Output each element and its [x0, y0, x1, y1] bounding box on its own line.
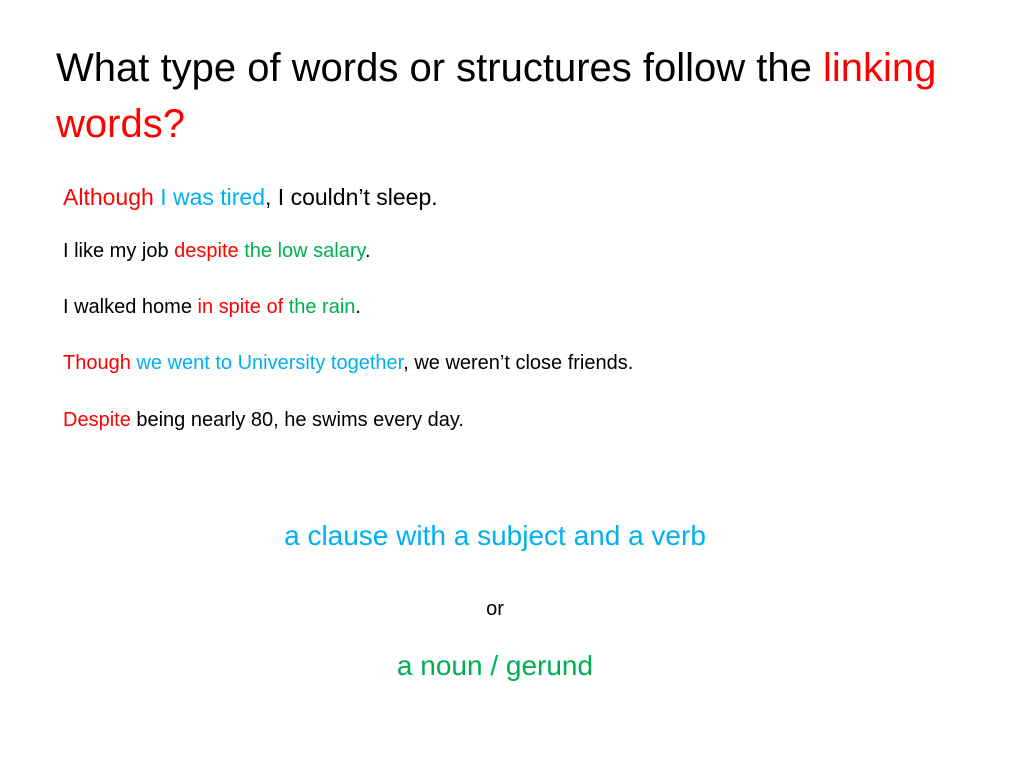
clause-complement: we went to University together [136, 352, 404, 374]
clause-complement: I was tired [160, 184, 266, 210]
answer-clause: a clause with a subject and a verb [284, 520, 706, 551]
example-sentence-1 [63, 184, 438, 211]
sentence-lead: I walked home [63, 296, 198, 318]
linking-word: Despite [63, 409, 131, 431]
answer-noun-gerund: a noun / gerund [396, 650, 594, 681]
title-text: What type of words or structures follow the [56, 46, 823, 90]
sentence-rest: . [365, 240, 371, 262]
example-sentence-2 [63, 240, 371, 263]
answer-or: or [486, 598, 504, 620]
sentence-rest: . [355, 296, 361, 318]
sentence-rest: , we weren’t close friends. [403, 352, 634, 374]
title-highlight: linking words? [56, 46, 937, 146]
sentence-lead: I like my job [63, 240, 175, 262]
example-sentence-4 [63, 352, 633, 375]
sentence-rest: , I couldn’t sleep. [265, 184, 438, 210]
noun-complement: the rain [288, 296, 356, 318]
example-sentence-5 [63, 409, 464, 432]
slide-title [56, 40, 1006, 152]
linking-word: despite [174, 240, 239, 262]
linking-word: Though [63, 352, 131, 374]
sentence-rest: being nearly 80, he swims every day. [130, 409, 464, 431]
linking-word: Although [63, 184, 154, 210]
example-sentence-3 [63, 296, 361, 319]
linking-word: in spite of [197, 296, 284, 318]
noun-complement: the low salary [244, 240, 366, 262]
